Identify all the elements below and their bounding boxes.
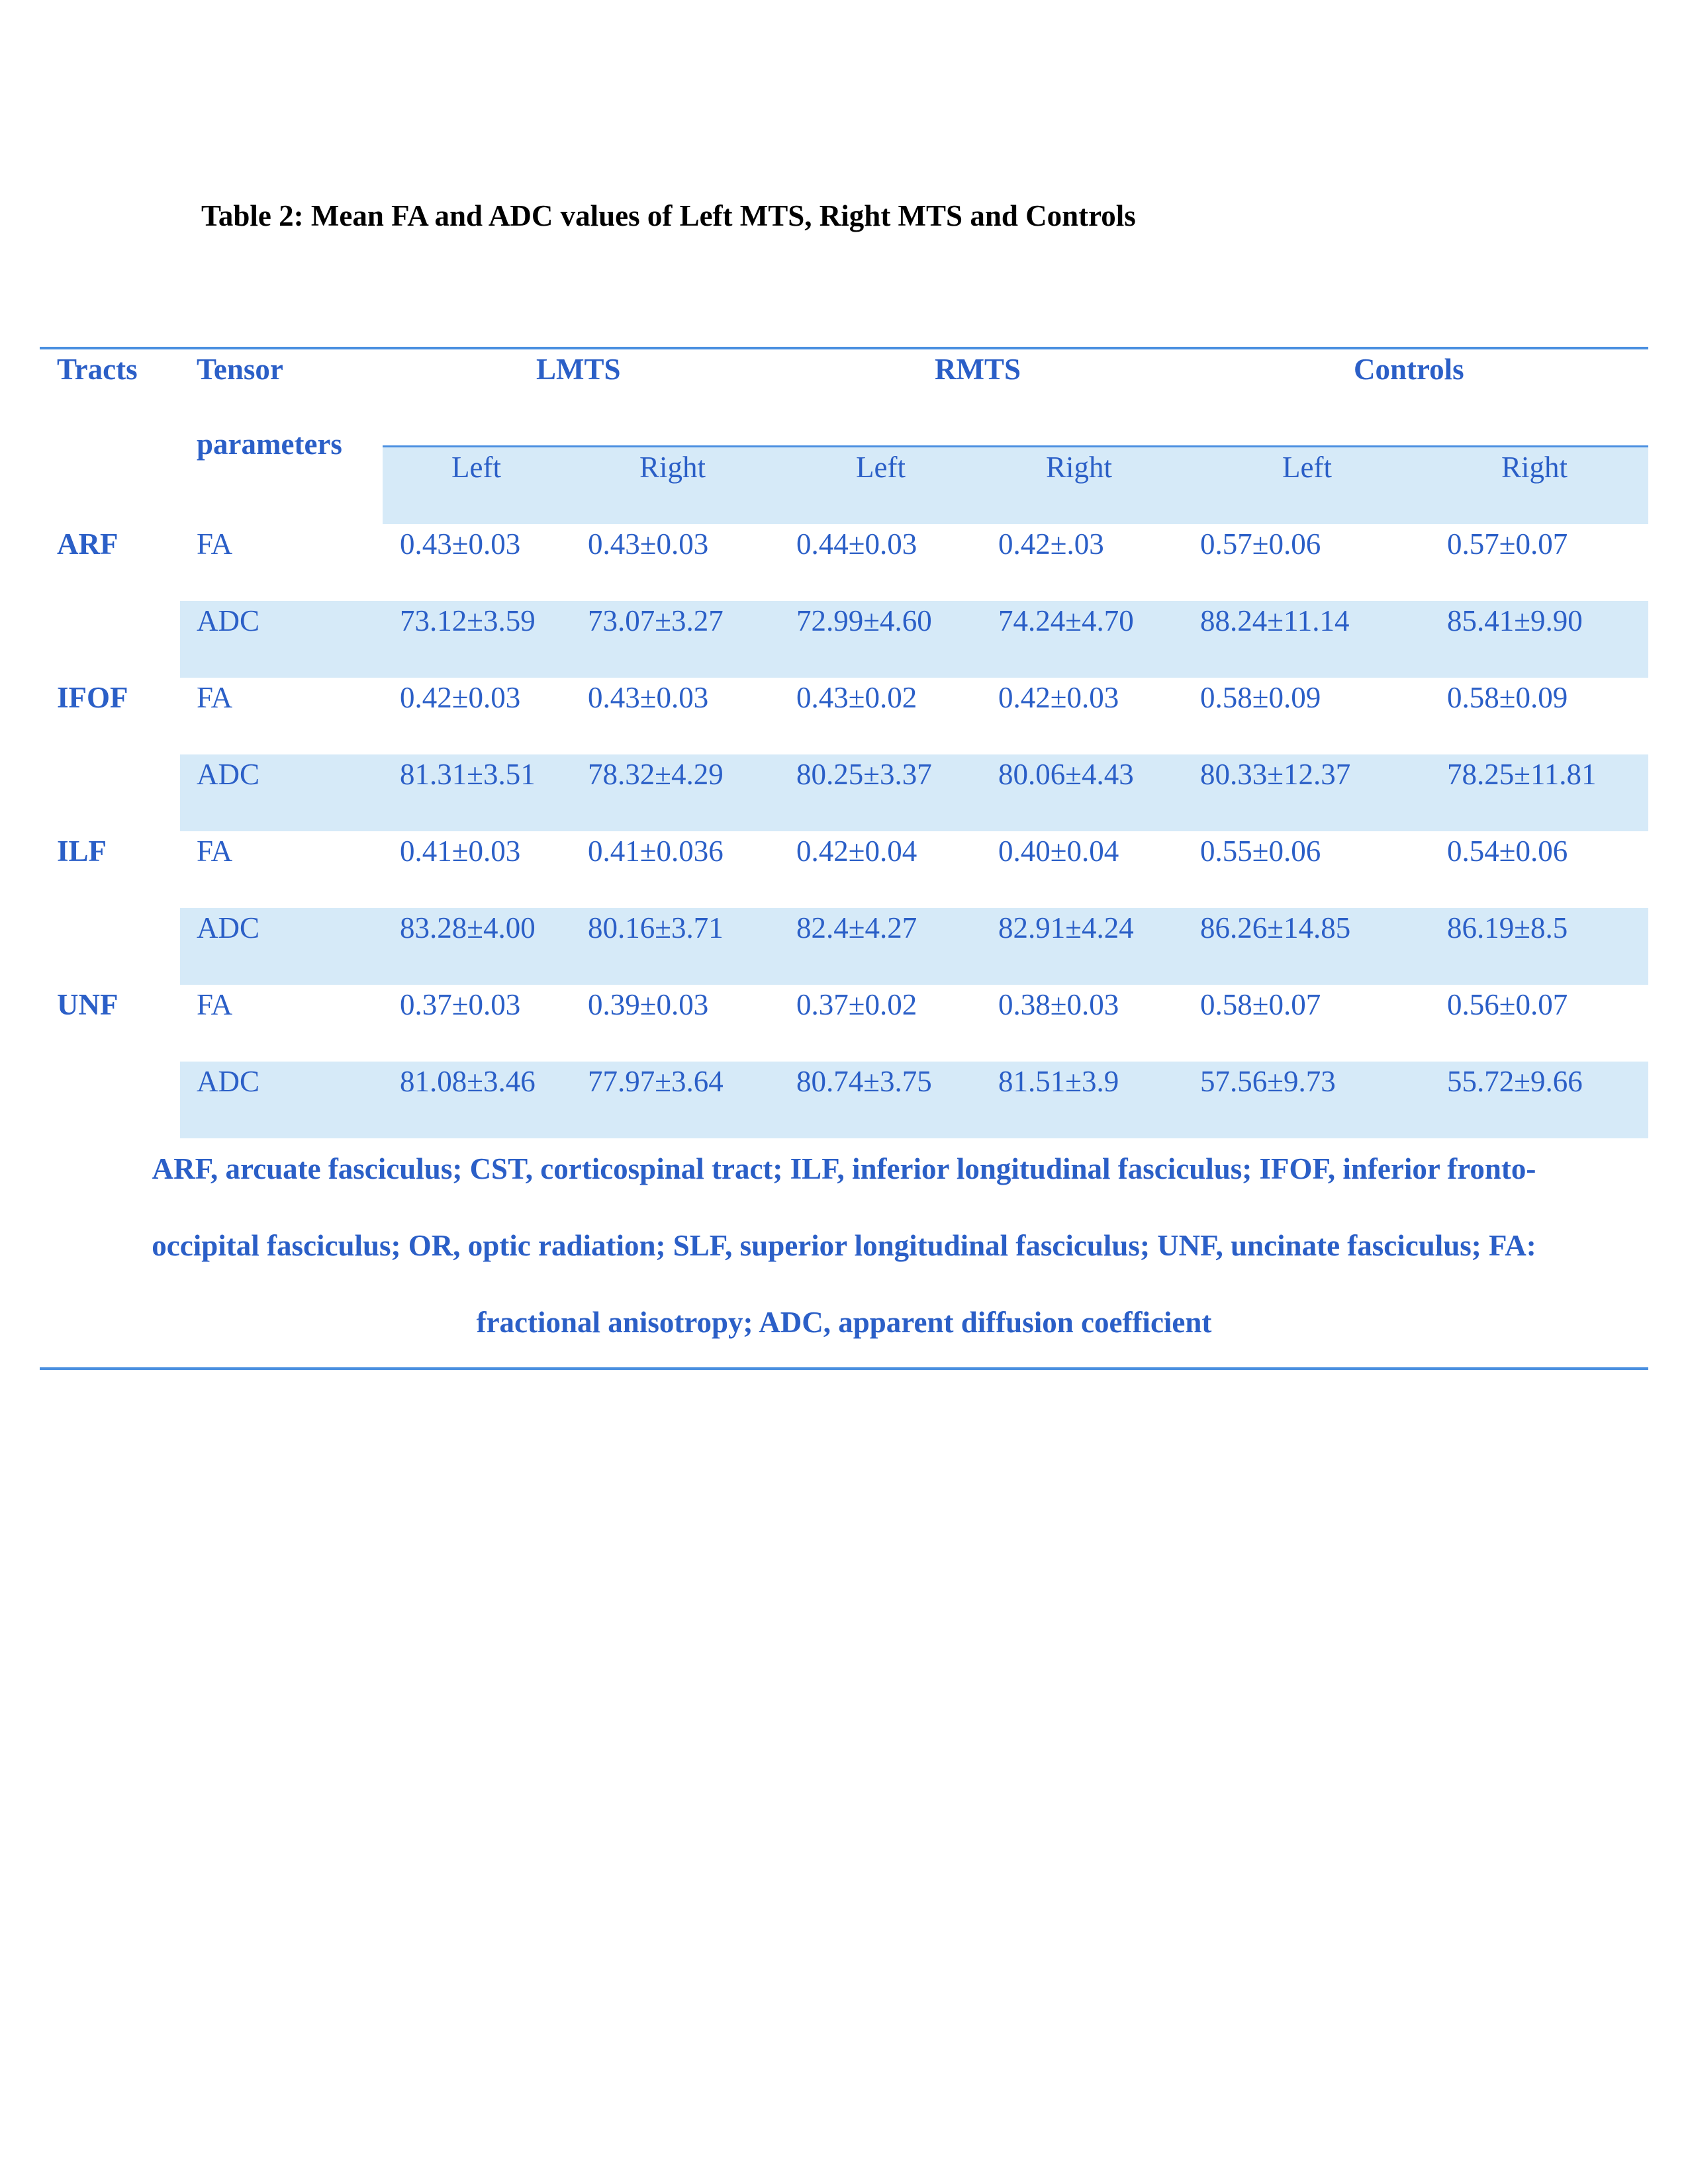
table-cell: 0.43±0.03	[400, 527, 521, 561]
param-label: FA	[197, 527, 233, 561]
header-rmts: RMTS	[935, 353, 1021, 386]
tract-label: UNF	[57, 988, 118, 1021]
table-cell: 57.56±9.73	[1200, 1065, 1336, 1098]
footnote-line-1: ARF, arcuate fasciculus; CST, corticospinal tract; ILF, inferior longitudinal fasciculus; IFOF, inferior fronto-	[152, 1152, 1536, 1185]
table-cell: 82.91±4.24	[998, 911, 1134, 944]
tract-label: ARF	[57, 527, 118, 561]
table-cell: 0.58±0.07	[1200, 988, 1321, 1021]
header-lmts: LMTS	[536, 353, 621, 386]
table-cell: 0.56±0.07	[1447, 988, 1568, 1021]
table-cell: 83.28±4.00	[400, 911, 536, 944]
subheader-controls-right: Right	[1501, 451, 1568, 484]
table-cell: 82.4±4.27	[796, 911, 917, 944]
table-cell: 0.37±0.03	[400, 988, 521, 1021]
table-cell: 0.37±0.02	[796, 988, 917, 1021]
subheader-lmts-left: Left	[451, 451, 501, 484]
table-cell: 0.43±0.03	[588, 527, 709, 561]
table-cell: 0.42±.03	[998, 527, 1104, 561]
subheader-rmts-left: Left	[856, 451, 906, 484]
footnote-line-3: fractional anisotropy; ADC, apparent diffusion coefficient	[476, 1306, 1212, 1339]
table-cell: 88.24±11.14	[1200, 604, 1350, 637]
table-cell: 0.40±0.04	[998, 835, 1119, 868]
footnote-line-2: occipital fasciculus; OR, optic radiation; SLF, superior longitudinal fasciculus; UNF, uncinate fasciculus; FA:	[152, 1229, 1536, 1262]
table-cell: 78.25±11.81	[1447, 758, 1597, 791]
tract-label: ILF	[57, 835, 107, 868]
header-tracts: Tracts	[57, 353, 138, 386]
table-cell: 0.41±0.036	[588, 835, 724, 868]
param-label: FA	[197, 681, 233, 714]
header-parameters: parameters	[197, 428, 342, 461]
table-cell: 86.26±14.85	[1200, 911, 1351, 944]
table-top-rule	[40, 347, 1648, 349]
table-cell: 85.41±9.90	[1447, 604, 1583, 637]
table-cell: 77.97±3.64	[588, 1065, 724, 1098]
param-label: ADC	[197, 911, 260, 944]
subheader-rule	[383, 445, 1648, 447]
param-label: FA	[197, 835, 233, 868]
table-cell: 55.72±9.66	[1447, 1065, 1583, 1098]
header-controls: Controls	[1354, 353, 1464, 386]
table-cell: 80.25±3.37	[796, 758, 932, 791]
tract-label: IFOF	[57, 681, 128, 714]
subheader-controls-left: Left	[1282, 451, 1332, 484]
table-cell: 0.54±0.06	[1447, 835, 1568, 868]
table-cell: 86.19±8.5	[1447, 911, 1568, 944]
table-bottom-rule	[40, 1367, 1648, 1370]
table-cell: 74.24±4.70	[998, 604, 1134, 637]
table-cell: 0.38±0.03	[998, 988, 1119, 1021]
table-cell: 78.32±4.29	[588, 758, 724, 791]
table-cell: 0.55±0.06	[1200, 835, 1321, 868]
table-cell: 0.43±0.02	[796, 681, 917, 714]
header-tensor: Tensor	[197, 353, 283, 386]
table-cell: 81.08±3.46	[400, 1065, 536, 1098]
table-cell: 80.06±4.43	[998, 758, 1134, 791]
table-cell: 0.41±0.03	[400, 835, 521, 868]
table-cell: 0.42±0.03	[400, 681, 521, 714]
table-cell: 80.33±12.37	[1200, 758, 1351, 791]
table-cell: 0.58±0.09	[1200, 681, 1321, 714]
subheader-lmts-right: Right	[639, 451, 706, 484]
table-cell: 0.57±0.07	[1447, 527, 1568, 561]
subheader-band	[383, 447, 1648, 524]
table-cell: 0.42±0.04	[796, 835, 917, 868]
subheader-rmts-right: Right	[1046, 451, 1113, 484]
table-cell: 73.07±3.27	[588, 604, 724, 637]
table-cell: 81.31±3.51	[400, 758, 536, 791]
table-cell: 0.39±0.03	[588, 988, 709, 1021]
table-cell: 73.12±3.59	[400, 604, 536, 637]
table-cell: 0.58±0.09	[1447, 681, 1568, 714]
table-cell: 0.57±0.06	[1200, 527, 1321, 561]
param-label: FA	[197, 988, 233, 1021]
table-cell: 0.44±0.03	[796, 527, 917, 561]
table-title: Table 2: Mean FA and ADC values of Left MTS, Right MTS and Controls	[201, 199, 1136, 232]
table-cell: 72.99±4.60	[796, 604, 932, 637]
param-label: ADC	[197, 1065, 260, 1098]
table-cell: 0.42±0.03	[998, 681, 1119, 714]
table-cell: 80.74±3.75	[796, 1065, 932, 1098]
param-label: ADC	[197, 604, 260, 637]
param-label: ADC	[197, 758, 260, 791]
table-cell: 81.51±3.9	[998, 1065, 1119, 1098]
table-footnote	[40, 1130, 1648, 1361]
table-cell: 0.43±0.03	[588, 681, 709, 714]
table-cell: 80.16±3.71	[588, 911, 724, 944]
